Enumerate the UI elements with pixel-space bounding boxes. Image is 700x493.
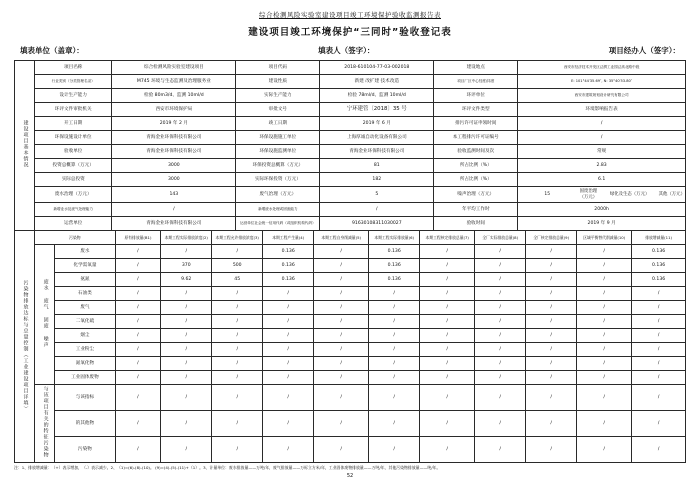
table-row xyxy=(15,371,686,385)
pollutant-name: 工业粉尘 xyxy=(55,343,115,357)
cell: / xyxy=(161,343,212,357)
section-vertical-label-pollution: 污染物排放达标与总量控制（工业建设项目详填） xyxy=(15,231,35,462)
table-row xyxy=(15,75,686,89)
pollutant-name: 二氧化硫 xyxy=(55,315,115,329)
cell: / xyxy=(115,385,161,411)
cell: / xyxy=(369,343,420,357)
cell: / xyxy=(314,357,369,371)
row-value: 91630108311030027 xyxy=(320,217,434,231)
cell: / xyxy=(577,329,632,343)
cell: / xyxy=(577,301,632,315)
pollutant-name: 与该指标 xyxy=(55,385,115,411)
pollutant-name: 污染物 xyxy=(55,436,115,462)
cell: / xyxy=(577,315,632,329)
cell: / xyxy=(420,357,475,371)
fill-unit-label: 填表单位（盖章）： xyxy=(20,46,84,55)
cell: / xyxy=(115,287,161,301)
row-label: 所占比例（%） xyxy=(434,173,518,187)
project-person-label: 项目经办人（签字）： xyxy=(608,46,680,55)
column-header: 区域平衡替代削减量(10) xyxy=(577,231,632,245)
cell: / xyxy=(420,273,475,287)
cell: / xyxy=(263,357,314,371)
row-value: 2019 年 6 月 xyxy=(320,117,434,131)
special-pollutant-group-label: 与该项目有关的特征污染物 xyxy=(35,385,55,462)
row-label: 15 xyxy=(544,191,551,197)
row-label: 实际环保投资（万元） xyxy=(236,173,320,187)
cell: / xyxy=(115,371,161,385)
row-value: 常规 xyxy=(518,145,686,159)
cell: / xyxy=(115,273,161,287)
row-label: 验收单位 xyxy=(35,145,112,159)
cell: / xyxy=(369,436,420,462)
cell: / xyxy=(212,245,263,259)
cell: 9.62 xyxy=(161,273,212,287)
cell: / xyxy=(475,411,526,437)
row-value: 西安市经济技术开发区泾渭工业园泾高北路中段 xyxy=(518,61,686,75)
row-label: 审批文号 xyxy=(236,103,320,117)
cell: / xyxy=(475,436,526,462)
cell: / xyxy=(263,287,314,301)
cell: / xyxy=(212,287,263,301)
cell: / xyxy=(369,371,420,385)
cell: / xyxy=(369,287,420,301)
pollutant-group-label: 废水 废气 固废 噪声 xyxy=(35,245,55,385)
row-value: 5 xyxy=(320,187,434,203)
cell: / xyxy=(115,329,161,343)
table-row xyxy=(15,217,686,231)
pollutant-name: 化学需氧量 xyxy=(55,259,115,273)
row-label: 环保设施监测单位 xyxy=(236,145,320,159)
table-row xyxy=(15,287,686,301)
cell: / xyxy=(115,245,161,259)
cell: / xyxy=(632,357,686,371)
row-value: 6.1 xyxy=(518,173,686,187)
cell: 0.136 xyxy=(369,245,420,259)
row-label: 投资总概算（万元） xyxy=(35,159,112,173)
cell: / xyxy=(420,411,475,437)
cell: / xyxy=(115,301,161,315)
table-row xyxy=(15,103,686,117)
row-value: 西安市环境保护局 xyxy=(112,103,236,117)
cell: 45 xyxy=(212,273,263,287)
cell: / xyxy=(577,411,632,437)
table-row xyxy=(15,61,686,75)
cell: / xyxy=(212,329,263,343)
table-row xyxy=(15,245,686,259)
row-label: 实际总投资 xyxy=(35,173,112,187)
row-value: / xyxy=(518,131,686,145)
row-label: 验收监测时间及次 xyxy=(434,145,518,159)
row-value: 其他（万元） xyxy=(658,191,685,197)
pollutant-discharge-table xyxy=(14,230,686,462)
cell: / xyxy=(632,329,686,343)
row-value: 西安市建筑规划设计研究有限公司 xyxy=(518,89,686,103)
cell: / xyxy=(263,385,314,411)
cell: / xyxy=(420,259,475,273)
cell: / xyxy=(314,371,369,385)
cell: 0.136 xyxy=(632,273,686,287)
cell: / xyxy=(369,315,420,329)
row-label: 环评文件类型 xyxy=(434,103,518,117)
row-label: 项目名称 xyxy=(35,61,112,75)
row-value: 环境影响报告表 xyxy=(518,103,686,117)
pollutant-name: 氨氮 xyxy=(55,273,115,287)
cell: / xyxy=(314,329,369,343)
cell: / xyxy=(263,343,314,357)
table-row xyxy=(15,203,686,217)
cell: / xyxy=(526,287,577,301)
row-label: 项目代码 xyxy=(236,61,320,75)
cell: / xyxy=(314,436,369,462)
cell: / xyxy=(475,329,526,343)
cell: 0.136 xyxy=(369,273,420,287)
table-row xyxy=(15,187,686,203)
cell: / xyxy=(161,357,212,371)
cell: / xyxy=(475,385,526,411)
row-label: 竣工日期 xyxy=(236,117,320,131)
cell: / xyxy=(314,273,369,287)
cell: / xyxy=(632,411,686,437)
row-label: 实际生产能力 xyxy=(236,89,320,103)
cell: / xyxy=(314,411,369,437)
cell: / xyxy=(420,301,475,315)
row-value: 检验 78ml/d、监测 10ml/d xyxy=(320,89,434,103)
row-value: 2018-610104-77-03-002018 xyxy=(320,61,434,75)
cell: / xyxy=(161,301,212,315)
project-info-table xyxy=(14,60,686,231)
cell: / xyxy=(161,411,212,437)
table-row xyxy=(15,411,686,437)
row-label: 设计生产能力 xyxy=(35,89,112,103)
pollutant-name: 烟尘 xyxy=(55,329,115,343)
cell: / xyxy=(632,287,686,301)
cell: / xyxy=(577,287,632,301)
column-header: 全厂实际排放总量(8) xyxy=(475,231,526,245)
pollutant-name: 石油类 xyxy=(55,287,115,301)
cell: / xyxy=(475,371,526,385)
cell: / xyxy=(577,273,632,287)
page-number: 52 xyxy=(346,472,354,479)
cell: / xyxy=(314,385,369,411)
pollutant-name: 工业固体废物 xyxy=(55,371,115,385)
row-value: 宁环建管〔2018〕35 号 xyxy=(320,103,434,117)
cell: / xyxy=(161,436,212,462)
cell: / xyxy=(420,436,475,462)
row-value: E: 101°44′35.69″, N: 35°40′53.80″ xyxy=(518,75,686,89)
cell: / xyxy=(475,259,526,273)
row-label: 排污许可证申领时间 xyxy=(434,117,518,131)
column-header: 排放增减量(11) xyxy=(632,231,686,245)
row-label: 所占比例（%） xyxy=(434,159,518,173)
cell: / xyxy=(314,301,369,315)
cell: 0.136 xyxy=(632,259,686,273)
cell: / xyxy=(526,411,577,437)
cell: / xyxy=(314,259,369,273)
cell: / xyxy=(212,357,263,371)
cell: 0.136 xyxy=(263,259,314,273)
cell: / xyxy=(161,245,212,259)
row-label: 建设性质 xyxy=(236,75,320,89)
row-label: 新增废水处理或固废能力 xyxy=(236,203,320,217)
cell: / xyxy=(369,385,420,411)
table-row xyxy=(15,131,686,145)
pollutant-name: 氮氧化物 xyxy=(55,357,115,371)
column-header: 全厂核定排放总量(9) xyxy=(526,231,577,245)
row-label: 运营单位 xyxy=(35,217,112,231)
cell: / xyxy=(526,343,577,357)
row-label: 年平均工作时 xyxy=(434,203,518,217)
row-value: 综合检测风险实验室建设项目 xyxy=(112,61,236,75)
column-header: 本期工程实际排放量(6) xyxy=(369,231,420,245)
cell: / xyxy=(420,245,475,259)
column-header: 本期工程自身削减量(5) xyxy=(314,231,369,245)
cell: / xyxy=(212,371,263,385)
cell: / xyxy=(577,385,632,411)
table-row xyxy=(15,436,686,462)
cell: / xyxy=(161,287,212,301)
row-value: / xyxy=(518,117,686,131)
table-row xyxy=(15,159,686,173)
cell: / xyxy=(475,357,526,371)
cell: / xyxy=(263,329,314,343)
cell: / xyxy=(115,357,161,371)
footer-note: 注：1、排放增减量：（+）表示增加，（-）表示减少。2、（1)=(6)-(8)-(10)。 (9)=(4)-(5)-(11)+（1）。3、计量单位：废水排放量——万吨/年，废气排放量——万标立方米/年，工业固体废物排放量——万吨/年，其他污染物排放量——吨/年。 xyxy=(14,464,441,470)
cell: / xyxy=(212,411,263,437)
cell: / xyxy=(577,371,632,385)
cell: / xyxy=(369,411,420,437)
cell: / xyxy=(161,329,212,343)
cell: / xyxy=(263,371,314,385)
cell: / xyxy=(475,273,526,287)
row-label: 项目厂区中心经度/纬度 xyxy=(434,75,518,89)
cell: / xyxy=(475,343,526,357)
cell: / xyxy=(115,411,161,437)
row-value: 2019 年 2 月 xyxy=(112,117,236,131)
cell: / xyxy=(475,245,526,259)
row-label: 验收时间 xyxy=(434,217,518,231)
table-row xyxy=(15,145,686,159)
cell: / xyxy=(632,301,686,315)
cell: / xyxy=(420,329,475,343)
row-value: 青海金业环保科技有限公司 xyxy=(112,217,236,231)
row-value: 182 xyxy=(320,173,434,187)
cell: / xyxy=(577,357,632,371)
cell: / xyxy=(161,371,212,385)
row-label: 绿化及生态（万元） xyxy=(609,191,650,197)
cell: / xyxy=(161,385,212,411)
row-value: / xyxy=(112,203,236,217)
cell: / xyxy=(475,301,526,315)
cell: / xyxy=(526,329,577,343)
row-value: 青海金业环保科技有限公司 xyxy=(112,145,236,159)
cell: / xyxy=(526,259,577,273)
row-label: 运营单位社会统一信用代码（或组织机构代码） xyxy=(236,217,320,231)
row-value: 上海厚诚自动化设备有限公司 xyxy=(320,131,434,145)
cell: / xyxy=(212,343,263,357)
cell: 0.136 xyxy=(263,273,314,287)
row-value: 2.83 xyxy=(518,159,686,173)
cell: / xyxy=(115,315,161,329)
cell: / xyxy=(161,315,212,329)
row-value: 143 xyxy=(112,187,236,203)
row-label: 环评单位 xyxy=(434,89,518,103)
row-value: 青海金业环保科技有限公司 xyxy=(320,145,434,159)
cell: / xyxy=(632,436,686,462)
row-label: 环保设施施工单位 xyxy=(236,131,320,145)
row-value: 2000h xyxy=(518,203,686,217)
signature-row xyxy=(20,45,680,56)
cell: / xyxy=(577,436,632,462)
row-label: 开工日期 xyxy=(35,117,112,131)
row-value: 3000 xyxy=(112,173,236,187)
cell: / xyxy=(632,385,686,411)
cell: / xyxy=(212,301,263,315)
cell: / xyxy=(526,273,577,287)
fill-person-label: 填表人（签字）： xyxy=(318,46,375,55)
cell: / xyxy=(420,371,475,385)
row-value: / xyxy=(320,203,434,217)
row-label: 建设地点 xyxy=(434,61,518,75)
column-header: 本期工程核定排放总量(7) xyxy=(420,231,475,245)
column-header: 本期工程产生量(4) xyxy=(263,231,314,245)
document-title: 建设项目竣工环境保护“三同时”验收登记表 xyxy=(248,27,452,38)
cell: 0.136 xyxy=(263,245,314,259)
cell: / xyxy=(526,436,577,462)
cell: 0.136 xyxy=(632,245,686,259)
table-row xyxy=(15,173,686,187)
cell: 370 xyxy=(161,259,212,273)
document-header-small: 综合检测风险实验室建设项目竣工环境保护验收监测报告表 xyxy=(259,11,441,19)
column-header: 污染物 xyxy=(35,231,116,245)
cell: / xyxy=(314,343,369,357)
table-header-row xyxy=(15,231,686,245)
row-label: 本工程排污许可证编号 xyxy=(434,131,518,145)
cell: / xyxy=(526,315,577,329)
row-value: 81 xyxy=(320,159,434,173)
cell: / xyxy=(263,315,314,329)
row-label: 行业类别（分类管理名录） xyxy=(35,75,112,89)
table-row xyxy=(15,357,686,371)
cell: / xyxy=(526,357,577,371)
pollutant-name: 的其他物 xyxy=(55,411,115,437)
cell: / xyxy=(526,301,577,315)
row-label: 环保设施设计单位 xyxy=(35,131,112,145)
row-label: 环评文件审批机关 xyxy=(35,103,112,117)
row-label: 新增业水及废气处理能力 xyxy=(35,203,112,217)
column-header: 本期工程允许排放浓度(3) xyxy=(212,231,263,245)
table-row xyxy=(15,259,686,273)
cell: / xyxy=(369,301,420,315)
cell: / xyxy=(115,259,161,273)
cell: / xyxy=(475,287,526,301)
cell: / xyxy=(115,436,161,462)
cell: / xyxy=(420,343,475,357)
cell: / xyxy=(632,371,686,385)
row-value: 固废治理（万元） xyxy=(579,189,598,200)
cell: 500 xyxy=(212,259,263,273)
cell: / xyxy=(263,436,314,462)
column-header: 本期工程实际排放浓度(2) xyxy=(161,231,212,245)
cell: / xyxy=(577,343,632,357)
table-row xyxy=(15,343,686,357)
table-row xyxy=(15,301,686,315)
cell: / xyxy=(526,371,577,385)
cell: / xyxy=(314,315,369,329)
row-label: 废水治理（万元） xyxy=(35,187,112,203)
cell: / xyxy=(369,357,420,371)
cell: / xyxy=(420,315,475,329)
section-vertical-label: 建设项目基本情况 xyxy=(15,61,35,231)
table-row xyxy=(15,89,686,103)
table-row xyxy=(15,315,686,329)
cell: / xyxy=(314,287,369,301)
row-value: M745 环境与生态监测及治理服务业 xyxy=(112,75,236,89)
cell: 0.136 xyxy=(369,259,420,273)
row-value: 新建 改扩建 技术改造 xyxy=(320,75,434,89)
pollutant-name: 废水 xyxy=(55,245,115,259)
cell: / xyxy=(314,245,369,259)
row-value: 检验 80m3/d、监测 10ml/d xyxy=(112,89,236,103)
cell: / xyxy=(526,385,577,411)
pollutant-name: 废气 xyxy=(55,301,115,315)
cell: / xyxy=(526,245,577,259)
cell: / xyxy=(475,315,526,329)
cell: / xyxy=(212,436,263,462)
row-value: 2019 年 9 月 xyxy=(518,217,686,231)
table-row xyxy=(15,117,686,131)
cell: / xyxy=(577,245,632,259)
cell: / xyxy=(632,315,686,329)
cell: / xyxy=(420,287,475,301)
cell: / xyxy=(263,301,314,315)
table-row xyxy=(15,385,686,411)
table-row xyxy=(15,273,686,287)
row-value-multi xyxy=(518,187,686,203)
row-value: 青海金业环保科技有限公司 xyxy=(112,131,236,145)
row-value: 3000 xyxy=(112,159,236,173)
cell: / xyxy=(369,329,420,343)
row-label: 环保投资总概算（万元） xyxy=(236,159,320,173)
cell: / xyxy=(212,385,263,411)
row-label: 废气治理（万元） xyxy=(236,187,320,203)
column-header: 原有排放量(B1) xyxy=(115,231,161,245)
cell: / xyxy=(263,411,314,437)
cell: / xyxy=(577,259,632,273)
cell: / xyxy=(420,385,475,411)
table-row xyxy=(15,329,686,343)
row-label: 噪声治理（万元） xyxy=(434,187,518,203)
cell: / xyxy=(115,343,161,357)
cell: / xyxy=(212,315,263,329)
cell: / xyxy=(632,343,686,357)
